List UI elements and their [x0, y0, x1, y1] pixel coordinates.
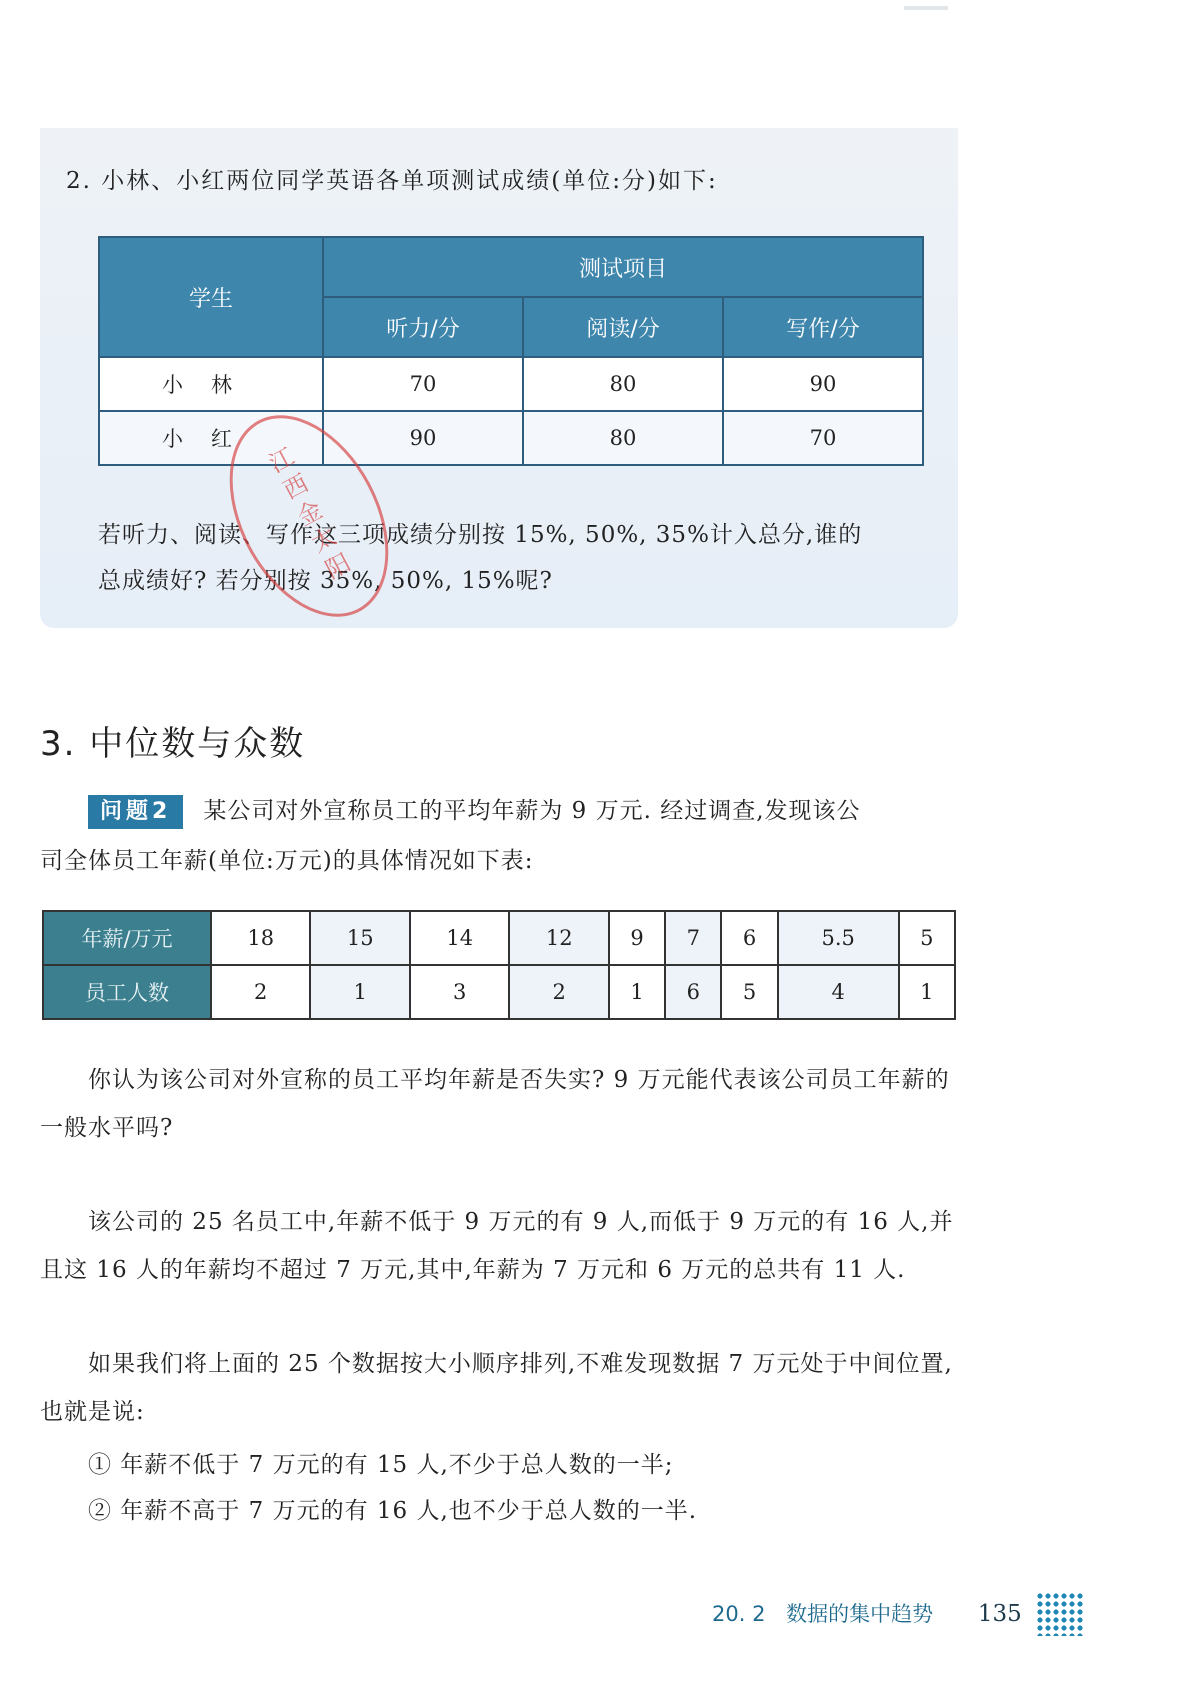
score-cell: 70 — [323, 357, 523, 411]
count-cell: 1 — [310, 965, 409, 1019]
paragraph-question: 你认为该公司对外宣称的员工平均年薪是否失实? 9 万元能代表该公司员工年薪的一般水平吗? — [40, 1067, 950, 1141]
list-item: ① 年薪不低于 7 万元的有 15 人,不少于总人数的一半; — [88, 1452, 674, 1478]
table-row — [43, 965, 955, 1019]
row-header: 员工人数 — [43, 965, 211, 1019]
score-cell: 80 — [523, 357, 723, 411]
top-mark — [904, 6, 948, 10]
salary-cell: 18 — [211, 911, 310, 965]
dot-grid-icon — [1036, 1592, 1084, 1636]
score-cell: 80 — [523, 411, 723, 465]
column-header: 阅读/分 — [523, 297, 723, 357]
score-cell: 90 — [323, 411, 523, 465]
count-cell: 4 — [778, 965, 899, 1019]
exercise-text-line: 若听力、阅读、写作这三项成绩分别按 15%, 50%, 35%计入总分,谁的 — [98, 522, 863, 548]
student-header: 学生 — [99, 237, 323, 357]
salary-cell: 9 — [609, 911, 665, 965]
salary-table — [42, 910, 956, 1020]
paragraph-ordering: 如果我们将上面的 25 个数据按大小顺序排列,不难发现数据 7 万元处于中间位置,也就是说: — [40, 1351, 953, 1425]
page-number: 135 — [977, 1601, 1022, 1627]
exercise-text-line: 总成绩好? 若分别按 35%, 50%, 15%呢? — [98, 568, 553, 594]
stamp-text: 江西金太阳 — [260, 443, 357, 590]
page-footer — [712, 1598, 1022, 1628]
count-cell: 6 — [665, 965, 721, 1019]
score-cell: 70 — [723, 411, 923, 465]
table-row — [99, 411, 923, 465]
table-row — [99, 357, 923, 411]
footer-title: 数据的集中趋势 — [786, 1602, 934, 1626]
salary-cell: 12 — [509, 911, 608, 965]
exercise-question: 2. 小林、小红两位同学英语各单项测试成绩(单位:分)如下: — [66, 168, 718, 194]
salary-cell: 15 — [310, 911, 409, 965]
salary-cell: 5 — [899, 911, 955, 965]
count-cell: 5 — [721, 965, 777, 1019]
exercise-text — [98, 512, 928, 604]
paragraph-analysis: 该公司的 25 名员工中,年薪不低于 9 万元的有 9 人,而低于 9 万元的有 16 人,并且这 16 人的年薪均不超过 7 万元,其中,年薪为 7 万元和 6 万元的总共有 11 人. — [40, 1209, 954, 1283]
list-item: ② 年薪不高于 7 万元的有 16 人,也不少于总人数的一半. — [88, 1498, 698, 1524]
student-name: 小林 — [99, 357, 323, 411]
column-header: 听力/分 — [323, 297, 523, 357]
row-header: 年薪/万元 — [43, 911, 211, 965]
count-cell: 1 — [899, 965, 955, 1019]
problem-badge: 问题2 — [88, 795, 183, 829]
score-cell: 90 — [723, 357, 923, 411]
salary-cell: 7 — [665, 911, 721, 965]
count-cell: 2 — [509, 965, 608, 1019]
problem-text: 司全体员工年薪(单位:万元)的具体情况如下表: — [40, 848, 534, 874]
problem-statement — [40, 786, 960, 886]
score-table — [98, 236, 924, 466]
footer-chapter: 20. 2 — [712, 1602, 766, 1626]
column-header: 写作/分 — [723, 297, 923, 357]
student-name: 小红 — [99, 411, 323, 465]
table-row — [43, 911, 955, 965]
salary-cell: 5.5 — [778, 911, 899, 965]
problem-text: 某公司对外宣称员工的平均年薪为 9 万元. 经过调查,发现该公 — [203, 798, 861, 824]
count-cell: 2 — [211, 965, 310, 1019]
count-cell: 3 — [410, 965, 509, 1019]
section-title: 3. 中位数与众数 — [40, 724, 306, 764]
group-header: 测试项目 — [323, 237, 923, 297]
salary-cell: 6 — [721, 911, 777, 965]
count-cell: 1 — [609, 965, 665, 1019]
salary-cell: 14 — [410, 911, 509, 965]
